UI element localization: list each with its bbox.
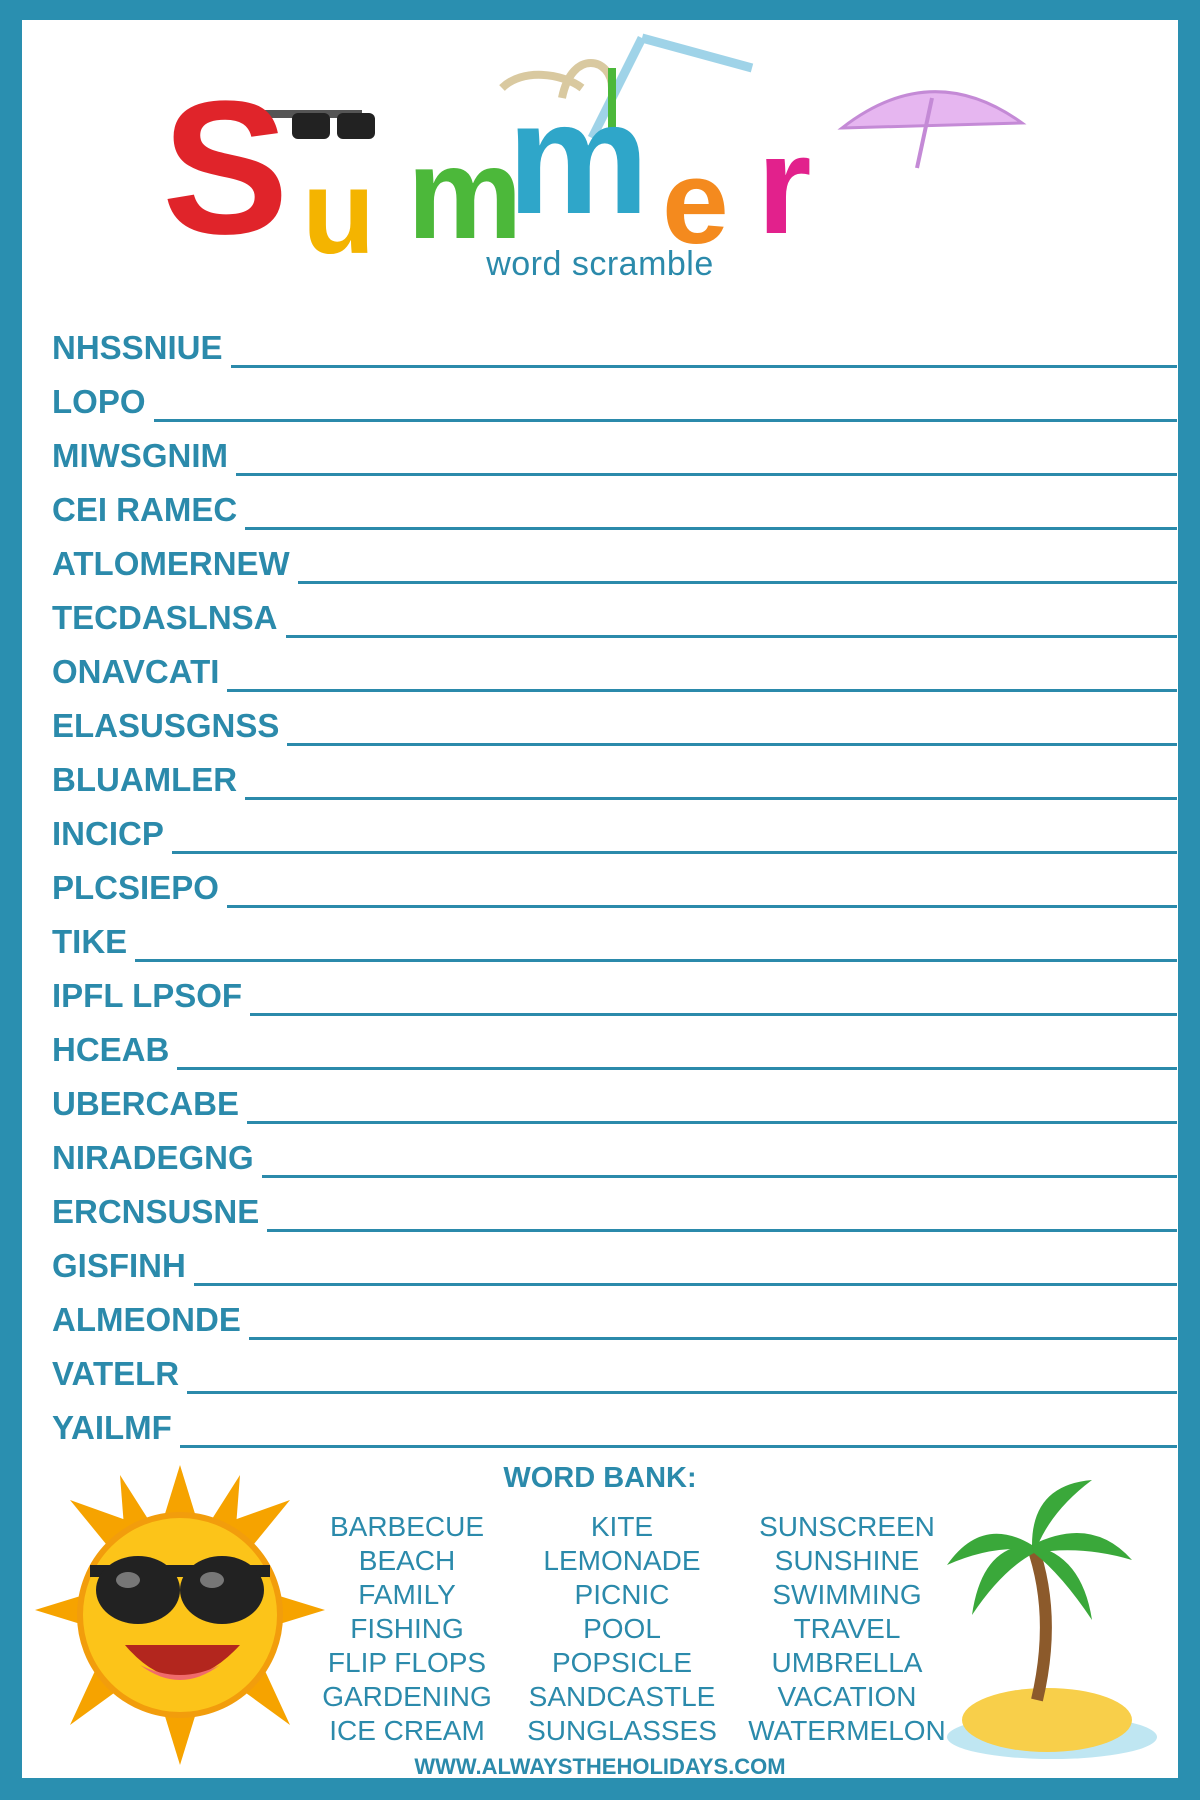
scrambled-word: ALMEONDE	[52, 1301, 241, 1338]
answer-line[interactable]	[180, 1445, 1177, 1448]
answer-line[interactable]	[154, 419, 1177, 422]
word-bank-item: BARBECUE	[329, 1511, 485, 1542]
word-bank-item: LEMONADE	[543, 1545, 701, 1576]
answer-line[interactable]	[245, 527, 1177, 530]
answer-line[interactable]	[236, 473, 1177, 476]
scrambled-word: NHSSNIUE	[52, 329, 223, 366]
scrambled-word: UBERCABE	[52, 1085, 240, 1122]
scrambled-word: ELASUSGNSS	[52, 707, 280, 744]
scramble-list	[52, 310, 1177, 1444]
summer-title-art	[142, 28, 1082, 278]
scramble-row	[52, 742, 1177, 796]
answer-line[interactable]	[287, 743, 1177, 746]
word-bank-item: SUNSCREEN	[759, 1511, 935, 1542]
scramble-row	[52, 1012, 1177, 1066]
scrambled-word: TIKE	[52, 923, 128, 960]
scrambled-word: TECDASLNSA	[52, 599, 278, 636]
word-bank-item: GARDENING	[322, 1681, 492, 1712]
answer-line[interactable]	[227, 905, 1177, 908]
scramble-row	[52, 958, 1177, 1012]
answer-line[interactable]	[267, 1229, 1177, 1232]
scrambled-word: BLUAMLER	[52, 761, 238, 798]
word-bank	[292, 1510, 992, 1748]
answer-line[interactable]	[227, 689, 1177, 692]
word-bank-item: FAMILY	[358, 1579, 456, 1610]
scramble-row	[52, 1066, 1177, 1120]
palm-island-icon	[942, 1475, 1182, 1775]
website-footer: WWW.ALWAYSTHEHOLIDAYS.COM	[414, 1754, 786, 1779]
answer-line[interactable]	[231, 365, 1177, 368]
word-bank-item: POPSICLE	[551, 1647, 693, 1678]
word-bank-item: FLIP FLOPS	[327, 1647, 487, 1678]
word-bank-column	[507, 1510, 737, 1748]
word-bank-item: UMBRELLA	[771, 1647, 923, 1678]
scrambled-word: PLCSIEPO	[52, 869, 219, 906]
scramble-row	[52, 310, 1177, 364]
scrambled-word: VATELR	[52, 1355, 180, 1392]
scramble-row	[52, 526, 1177, 580]
scrambled-word: YAILMF	[52, 1409, 172, 1446]
scrambled-word: HCEAB	[52, 1031, 170, 1068]
header	[22, 20, 1178, 300]
answer-line[interactable]	[172, 851, 1177, 854]
scramble-row	[52, 418, 1177, 472]
answer-line[interactable]	[262, 1175, 1177, 1178]
answer-line[interactable]	[249, 1337, 1177, 1340]
answer-line[interactable]	[286, 635, 1177, 638]
scrambled-word: CEI RAMEC	[52, 491, 238, 528]
word-bank-item: FISHING	[350, 1613, 464, 1644]
answer-line[interactable]	[250, 1013, 1177, 1016]
scramble-row	[52, 1228, 1177, 1282]
worksheet-page	[22, 20, 1178, 1778]
word-bank-item: KITE	[590, 1511, 654, 1542]
word-bank-item: TRAVEL	[793, 1613, 901, 1644]
word-bank-item: SANDCASTLE	[528, 1681, 716, 1712]
letter-s: S	[162, 62, 289, 274]
word-bank-item: ICE CREAM	[329, 1715, 485, 1746]
scramble-row	[52, 850, 1177, 904]
scramble-row	[52, 1390, 1177, 1444]
scrambled-word: GISFINH	[52, 1247, 186, 1284]
scramble-row	[52, 472, 1177, 526]
scrambled-word: ONAVCATI	[52, 653, 220, 690]
scramble-row	[52, 1120, 1177, 1174]
word-bank-item: PICNIC	[574, 1579, 670, 1610]
scramble-row	[52, 1174, 1177, 1228]
answer-line[interactable]	[245, 797, 1177, 800]
scramble-row	[52, 688, 1177, 742]
answer-line[interactable]	[247, 1121, 1177, 1124]
letter-m-green: m	[407, 120, 523, 266]
word-bank-item: SUNSHINE	[774, 1545, 920, 1576]
scramble-row	[52, 796, 1177, 850]
word-bank-column	[732, 1510, 962, 1748]
letter-m-blue: m	[507, 68, 650, 247]
answer-line[interactable]	[298, 581, 1177, 584]
word-bank-item: WATERMELON	[748, 1715, 946, 1746]
scrambled-word: INCICP	[52, 815, 164, 852]
scramble-row	[52, 1336, 1177, 1390]
scrambled-word: LOPO	[52, 383, 146, 420]
word-bank-title: WORD BANK:	[503, 1462, 697, 1494]
word-bank-item: VACATION	[777, 1681, 917, 1712]
letter-u: u	[302, 145, 376, 278]
word-bank-item: SWIMMING	[772, 1579, 922, 1610]
answer-line[interactable]	[135, 959, 1177, 962]
answer-line[interactable]	[194, 1283, 1177, 1286]
word-bank-item: SUNGLASSES	[527, 1715, 717, 1746]
answer-line[interactable]	[187, 1391, 1177, 1394]
letter-r: r	[757, 106, 812, 263]
scramble-row	[52, 904, 1177, 958]
scrambled-word: ATLOMERNEW	[52, 545, 290, 582]
scrambled-word: MIWSGNIM	[52, 437, 228, 474]
word-bank-item: BEACH	[358, 1545, 456, 1576]
scramble-row	[52, 580, 1177, 634]
scramble-row	[52, 634, 1177, 688]
answer-line[interactable]	[177, 1067, 1177, 1070]
scrambled-word: ERCNSUSNE	[52, 1193, 260, 1230]
scramble-row	[52, 1282, 1177, 1336]
subtitle: word scramble	[486, 245, 714, 283]
scrambled-word: NIRADEGNG	[52, 1139, 254, 1176]
sun-with-sunglasses-icon	[30, 1460, 330, 1770]
scrambled-word: IPFL LPSOF	[52, 977, 243, 1014]
scramble-row	[52, 364, 1177, 418]
cocktail-umbrella-icon	[842, 92, 1022, 168]
letter-e: e	[662, 135, 729, 269]
word-bank-item: POOL	[583, 1613, 661, 1644]
